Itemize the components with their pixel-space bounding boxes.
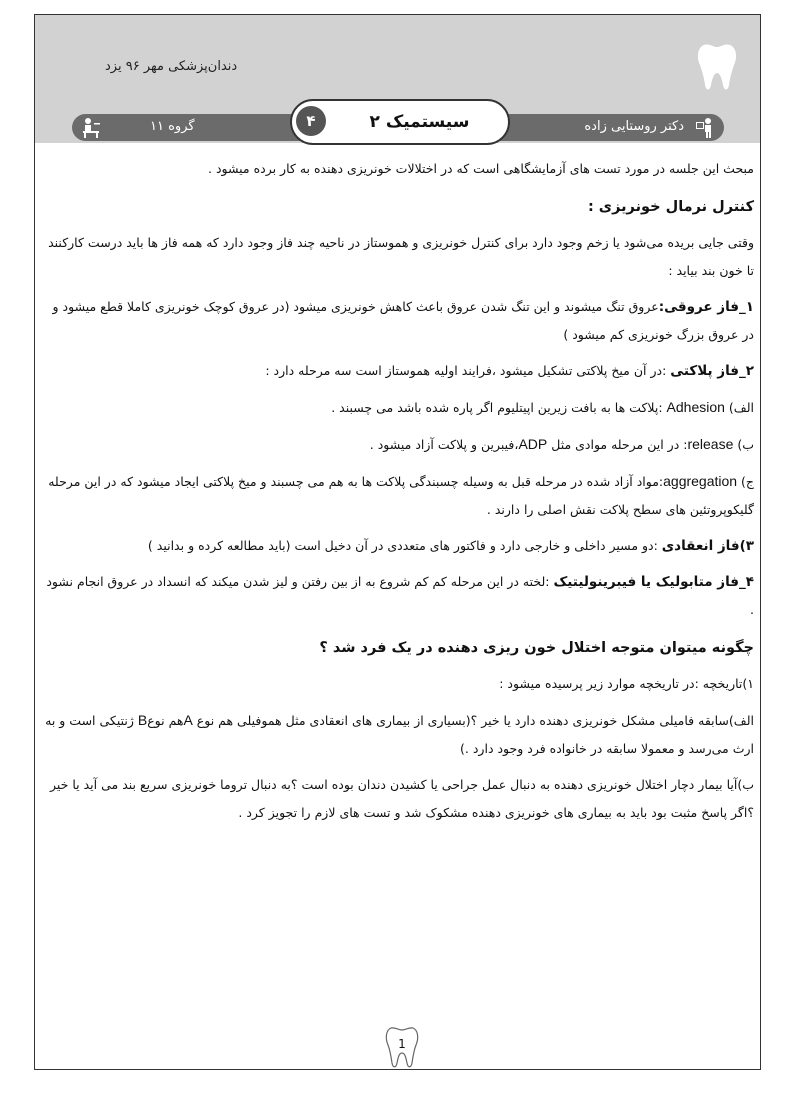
phase-platelet-title: ۲_فاز پلاکتی <box>670 363 754 379</box>
step-aggregation <box>43 467 754 524</box>
phase-fibrinolytic <box>43 568 754 624</box>
question-family-type-b: B <box>137 712 148 728</box>
phase-vascular-title: ۱_فاز عروقی: <box>658 299 754 315</box>
phase-vascular <box>43 293 754 349</box>
phase-vascular-text: عروق تنگ میشوند و این تنگ شدن عروق باعث کاهش خونریزی میشود (در عروق کوچک خونریزی کاملا قطع میشود و در عروق بزرگ خونریزی کم میشود ) <box>52 299 754 342</box>
phase-coagulation-title: ۳)فاز انعقادی <box>661 538 754 554</box>
page-frame <box>34 14 761 1070</box>
title-pill <box>290 99 510 145</box>
phase-fibrinolytic-title: ۴_فاز متابولیک یا فیبرینولیتیک <box>553 574 754 590</box>
question-surgery-history: ب)آیا بیمار دچار اختلال خونریزی دهنده به دنبال عمل جراحی یا کشیدن دندان بوده است ؟به دنبال تروما خونریزی سریع بند می آید یا خیر ؟اگر پاسخ مثبت بود باید به بیماری های خونریزی دهنده مشکوک شد و تست های لازم را تجویز کرد . <box>49 777 754 820</box>
step-aggregation-term: aggregation <box>663 473 738 489</box>
question-family-text3: ژنتیکی است و به ارث می‌رسد و معمولا سابقه در خانواده فرد وجود دارد .) <box>45 713 754 756</box>
teacher-name: دکتر روستایی زاده <box>584 119 684 134</box>
header-bar <box>35 111 760 134</box>
question-family-text1: الف)سابقه فامیلی مشکل خونریزی دهنده دارد یا خیر ؟(بسیاری از بیماری های انعقادی مثل هموفیلی هم نوع <box>192 713 754 728</box>
intro-paragraph: مبحث این جلسه در مورد تست های آزمایشگاهی است که در اختلالات خونریزی دهنده به کار برده میشود . <box>208 161 754 176</box>
phase-coagulation-text: :دو مسیر داخلی و خارجی دارد و فاکتور های متعددی در آن دخیل است (باید مطالعه کرده و بدانید ) <box>147 538 662 553</box>
phase-fibrinolytic-text: :لخته در این مرحله کم کم شروع به از بین رفتن و لیز شدن میکند که انسداد در عروق انجام نشود . <box>46 574 754 617</box>
student-desk-icon <box>80 117 102 139</box>
tooth-logo-icon <box>696 41 738 93</box>
teacher-icon <box>694 117 716 139</box>
step-adhesion-text: :پلاکت ها به بافت زیرین اپیتلیوم اگر پاره شده باشد می چسبند . <box>331 400 667 415</box>
body-content <box>35 155 761 835</box>
step-release-term: release <box>687 436 734 452</box>
question-family-type-a: A <box>183 712 193 728</box>
page-title: سیستمیک ۲ <box>369 112 470 132</box>
step-release-prefix: ب) <box>733 437 754 452</box>
paragraph-phases-intro: وقتی جایی بریده می‌شود یا زخم وجود دارد برای کنترل خونریزی و هموستاز در ناحیه چند فاز وجود دارد که همه فاز ها باید درست کارکنند تا خون بند بیاید : <box>48 235 754 278</box>
phase-coagulation <box>43 532 754 560</box>
step-release-text2: ،فیبرین و پلاکت آزاد میشود . <box>369 437 519 452</box>
step-aggregation-text: :مواد آزاد شده در مرحله قبل به وسیله چسبندگی پلاکت ها به هم می چسبند و میخ پلاکتی ایجاد میشود که در این مرحله گلیکوپروتئین های سطح پلاکت نقش اصلی را دارند . <box>48 474 754 517</box>
course-name: دندان‌پزشکی مهر ۹۶ یزد <box>105 59 238 74</box>
group-tab <box>72 114 302 141</box>
phase-platelet-text: :در آن میخ پلاکتی تشکیل میشود ،فرایند اولیه هموستاز است سه مرحله دارد : <box>265 363 671 378</box>
step-adhesion-term: Adhesion <box>666 399 725 415</box>
step-release <box>43 430 754 459</box>
heading-detecting-bleeding-disorder: چگونه میتوان متوجه اختلال خون ریزی دهنده در یک فرد شد ؟ <box>319 640 754 656</box>
step-adhesion-prefix: الف) <box>724 400 754 415</box>
session-number-badge: ۴ <box>296 106 326 136</box>
step-release-text1: : در این مرحله موادی مثل <box>547 437 688 452</box>
page-number: 1 <box>398 1037 406 1051</box>
page-header <box>35 15 760 143</box>
question-family-text2: هم نوع <box>147 713 184 728</box>
question-family-history <box>43 706 754 763</box>
group-label: گروه ۱۱ <box>150 119 195 134</box>
phase-platelet <box>43 357 754 385</box>
step-adhesion <box>43 393 754 422</box>
step-release-adp: ADP <box>518 436 548 452</box>
step-aggregation-prefix: ج) <box>737 474 754 489</box>
history-item: ۱)تاریخچه :در تاریخچه موارد زیر پرسیده میشود : <box>499 676 754 691</box>
heading-normal-bleeding-control: کنترل نرمال خونریزی : <box>587 199 754 215</box>
